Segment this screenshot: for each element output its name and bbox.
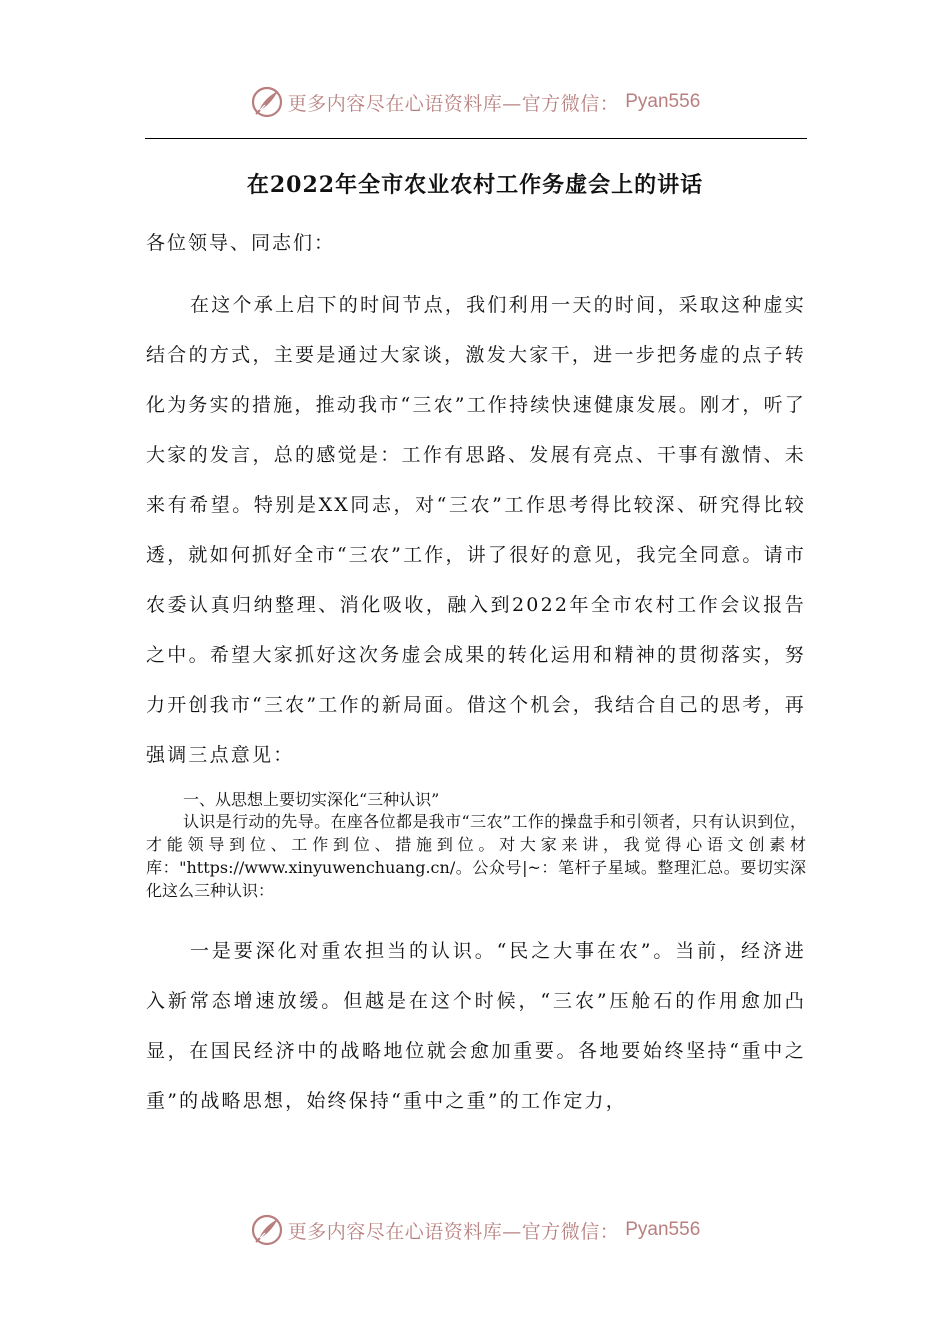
footer-banner-content — [250, 1213, 701, 1247]
footer-wechat-id: Pyan556 — [625, 1219, 701, 1240]
footer-banner — [0, 1208, 950, 1252]
header-banner-text: 更多内容尽在心语资料库—官方微信： — [287, 92, 620, 115]
header-banner-content — [250, 85, 701, 119]
salutation: 各位领导、同志们： — [146, 232, 336, 254]
document-title: 在2022年全市农业农村工作务虚会上的讲话 — [246, 172, 704, 198]
quill-pen-logo-icon — [250, 85, 284, 119]
header-divider — [145, 138, 807, 139]
header-wechat-id: Pyan556 — [625, 91, 701, 112]
header-banner — [0, 80, 950, 124]
paragraph-section-1: 认识是行动的先导。在座各位都是我市“三农”工作的操盘手和引领者，只有认识到位，才能领导到位、工作到位、措施到位。对大家来讲，我觉得心语文创素材库："https://www.xinyuwenchuang.cn/。公众号|~：笔杆子星域。整理汇总。要切实深化这么三种认识： — [146, 812, 806, 900]
section-heading-1: 一、从思想上要切实深化“三种认识” — [183, 790, 440, 809]
footer-banner-text: 更多内容尽在心语资料库—官方微信： — [287, 1220, 620, 1243]
quill-pen-logo-icon — [250, 1213, 284, 1247]
paragraph-opening: 在这个承上启下的时间节点，我们利用一天的时间，采取这种虚实结合的方式，主要是通过大家谈，激发大家干，进一步把务虚的点子转化为务实的措施，推动我市“三农”工作持续快速健康发展。刚才，听了大家的发言，总的感觉是：工作有思路、发展有亮点、干事有激情、未来有希望。特别是XX同志，对“三农”工作思考得比较深、研究得比较透，就如何抓好全市“三农”工作，讲了很好的意见，我完全同意。请市农委认真归纳整理、消化吸收，融入到2022年全市农村工作会议报告之中。希望大家抓好这次务虚会成果的转化运用和精神的贯彻落实，努力开创我市“三农”工作的新局面。借这个机会，我结合自己的思考，再强调三点意见： — [146, 294, 806, 766]
paragraph-point-1: 一是要深化对重农担当的认识。“民之大事在农”。当前，经济进入新常态增速放缓。但越是在这个时候，“三农”压舱石的作用愈加凸显，在国民经济中的战略地位就会愈加重要。各地要始终坚持“重中之重”的战略思想，始终保持“重中之重”的工作定力， — [146, 940, 806, 1112]
